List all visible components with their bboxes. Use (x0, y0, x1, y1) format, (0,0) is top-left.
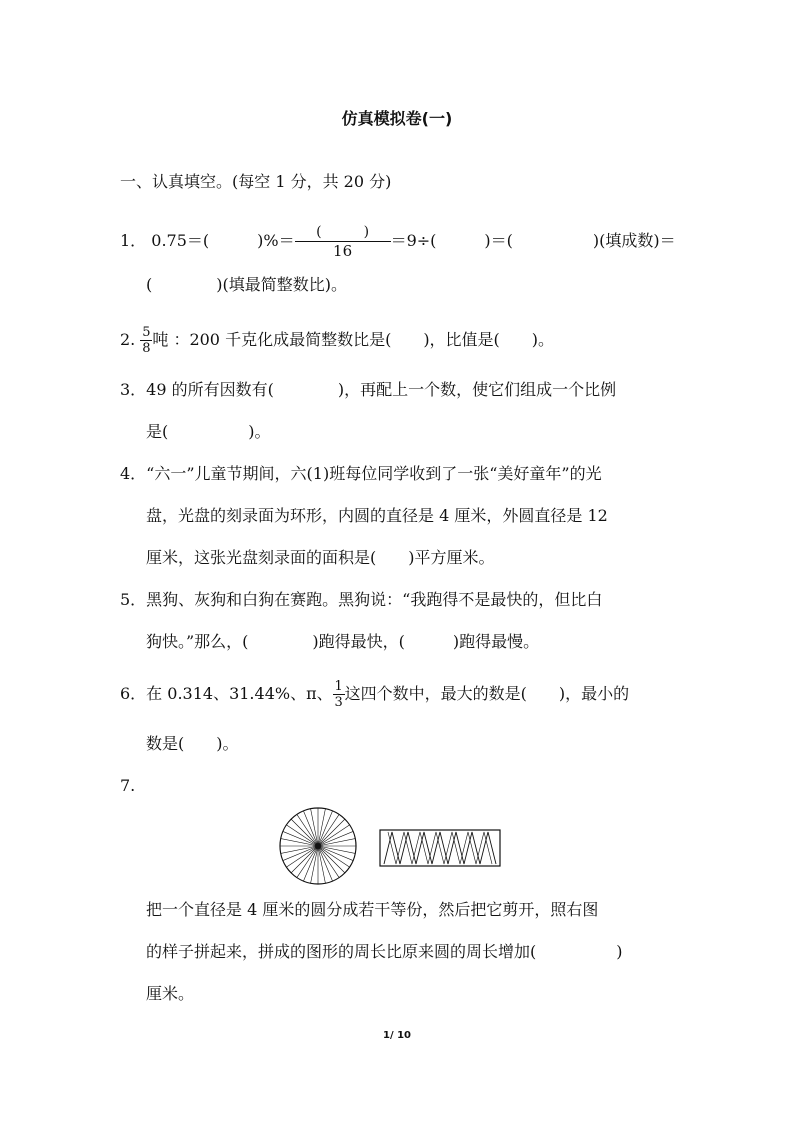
question-7-number: 7. (120, 776, 136, 795)
section-heading: 一、认真填空。(每空 1 分，共 20 分) (120, 172, 392, 191)
circle-sector-line (318, 819, 345, 846)
circle-and-rearranged-figure (278, 804, 518, 888)
question-4-line-3: 厘米，这张光盘刻录面的面积是( )平方厘米。 (146, 548, 495, 567)
q1-fraction-denominator: 16 (333, 242, 353, 260)
question-5-line-1: 5．黑狗、灰狗和白狗在赛跑。黑狗说：“我跑得不是最快的，但比白 (120, 590, 603, 609)
question-3-line-2: 是( )。 (146, 422, 271, 441)
question-4-line-2: 盘，光盘的刻录面为环形，内圆的直径是 4 厘米，外圆直径是 12 (146, 506, 608, 525)
q6-text-before: 6．在 0.314、31.44%、π、 (120, 684, 333, 703)
circle-sector-line (291, 846, 318, 873)
question-1-line-2: ( )(填最简整数比)。 (146, 275, 347, 294)
page-number: 1/ 10 (382, 1030, 411, 1041)
q2-text-after: 吨 ：200 千克化成最简整数比是( )，比值是( )。 (152, 330, 555, 349)
circle-sector-line (318, 846, 345, 873)
question-6-line-2: 数是( )。 (146, 734, 239, 753)
q6-text-after: 这四个数中，最大的数是( )，最小的 (344, 684, 630, 703)
q2-fraction (140, 326, 152, 355)
question-2 (120, 326, 554, 355)
question-6 (120, 680, 629, 709)
q2-fraction-denominator: 8 (142, 341, 151, 356)
question-5-line-2: 狗快。”那么，( )跑得最快，( )跑得最慢。 (146, 632, 540, 651)
page-title: 仿真模拟卷(一) (341, 109, 453, 128)
circle-center-dot (315, 843, 321, 849)
question-7-line-3: 厘米。 (146, 984, 195, 1003)
q6-fraction-numerator: 1 (334, 679, 343, 694)
q1-fraction-numerator: ( ) (316, 224, 370, 240)
question-7-line-2: 的样子拼起来，拼成的图形的周长比原来圆的周长增加( ) (146, 942, 623, 961)
q2-fraction-numerator: 5 (142, 325, 151, 340)
rearranged-parallelogram-figure (380, 830, 500, 866)
q2-number: 2. (120, 330, 136, 349)
question-4-line-1: 4．“六一”儿童节期间，六(1)班每位同学收到了一张“美好童年”的光 (120, 464, 602, 483)
q1-text-after: ＝9÷( )＝( )(填成数)＝ (390, 231, 676, 250)
q6-fraction (333, 680, 345, 709)
circle-sector-line (291, 819, 318, 846)
question-3-line-1: 3．49 的所有因数有( )，再配上一个数，使它们组成一个比例 (120, 380, 617, 399)
question-7-line-1: 把一个直径是 4 厘米的圆分成若干等份，然后把它剪开，照右图 (146, 900, 599, 919)
divided-circle-figure (280, 808, 356, 884)
q1-text-before: 1． 0.75＝( )%＝ (120, 231, 295, 250)
question-1 (120, 224, 676, 259)
q6-fraction-denominator: 3 (334, 695, 343, 710)
q1-fraction (295, 224, 391, 259)
question-7-figures (278, 804, 518, 888)
